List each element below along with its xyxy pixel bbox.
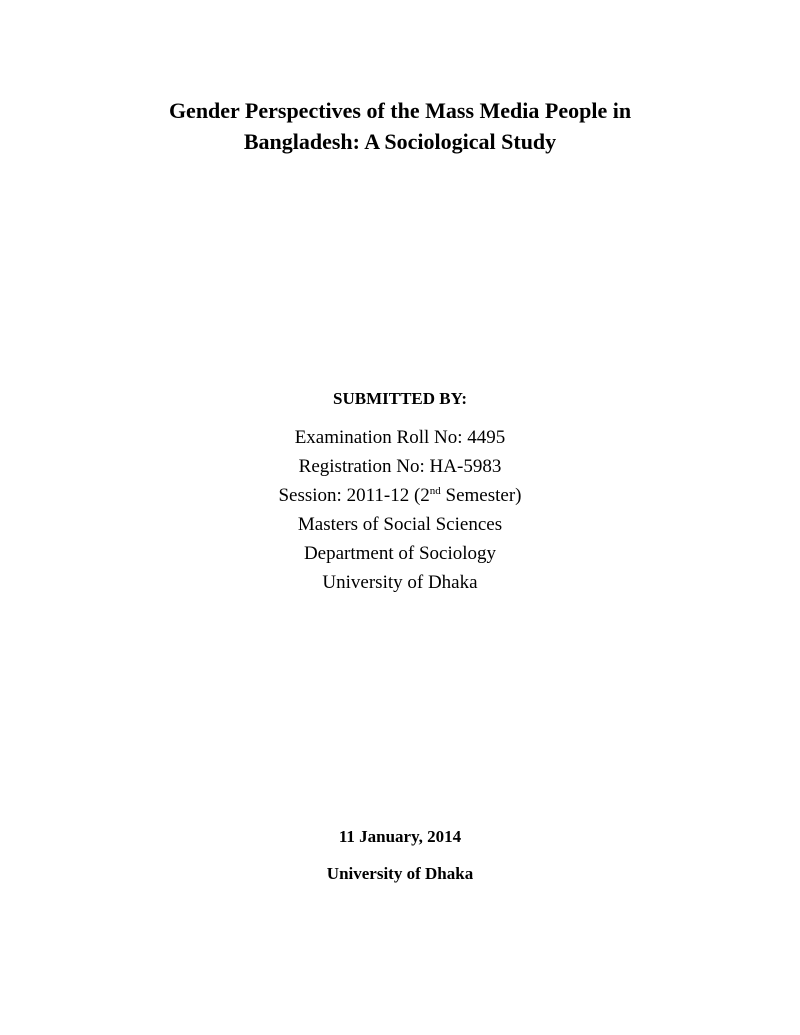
department-line: Department of Sociology: [303, 543, 497, 564]
registration-line: Registration No: HA-5983: [298, 456, 502, 477]
university-line: University of Dhaka: [322, 572, 478, 593]
session-suffix: Semester): [440, 485, 522, 506]
session-superscript: nd: [429, 485, 441, 497]
session-line: [0, 481, 800, 510]
session-prefix: Session: 2011-12 (2: [278, 485, 430, 506]
submitted-by-heading: SUBMITTED BY:: [333, 389, 467, 408]
document-title: [0, 95, 800, 157]
degree-line: Masters of Social Sciences: [297, 514, 503, 535]
submission-details: [0, 423, 800, 597]
footer-university: University of Dhaka: [326, 864, 474, 883]
submission-date: 11 January, 2014: [338, 827, 462, 846]
exam-roll-line: Examination Roll No: 4495: [294, 427, 506, 448]
title-line-2: Bangladesh: A Sociological Study: [243, 129, 557, 154]
title-line-1: Gender Perspectives of the Mass Media People in: [168, 98, 632, 123]
